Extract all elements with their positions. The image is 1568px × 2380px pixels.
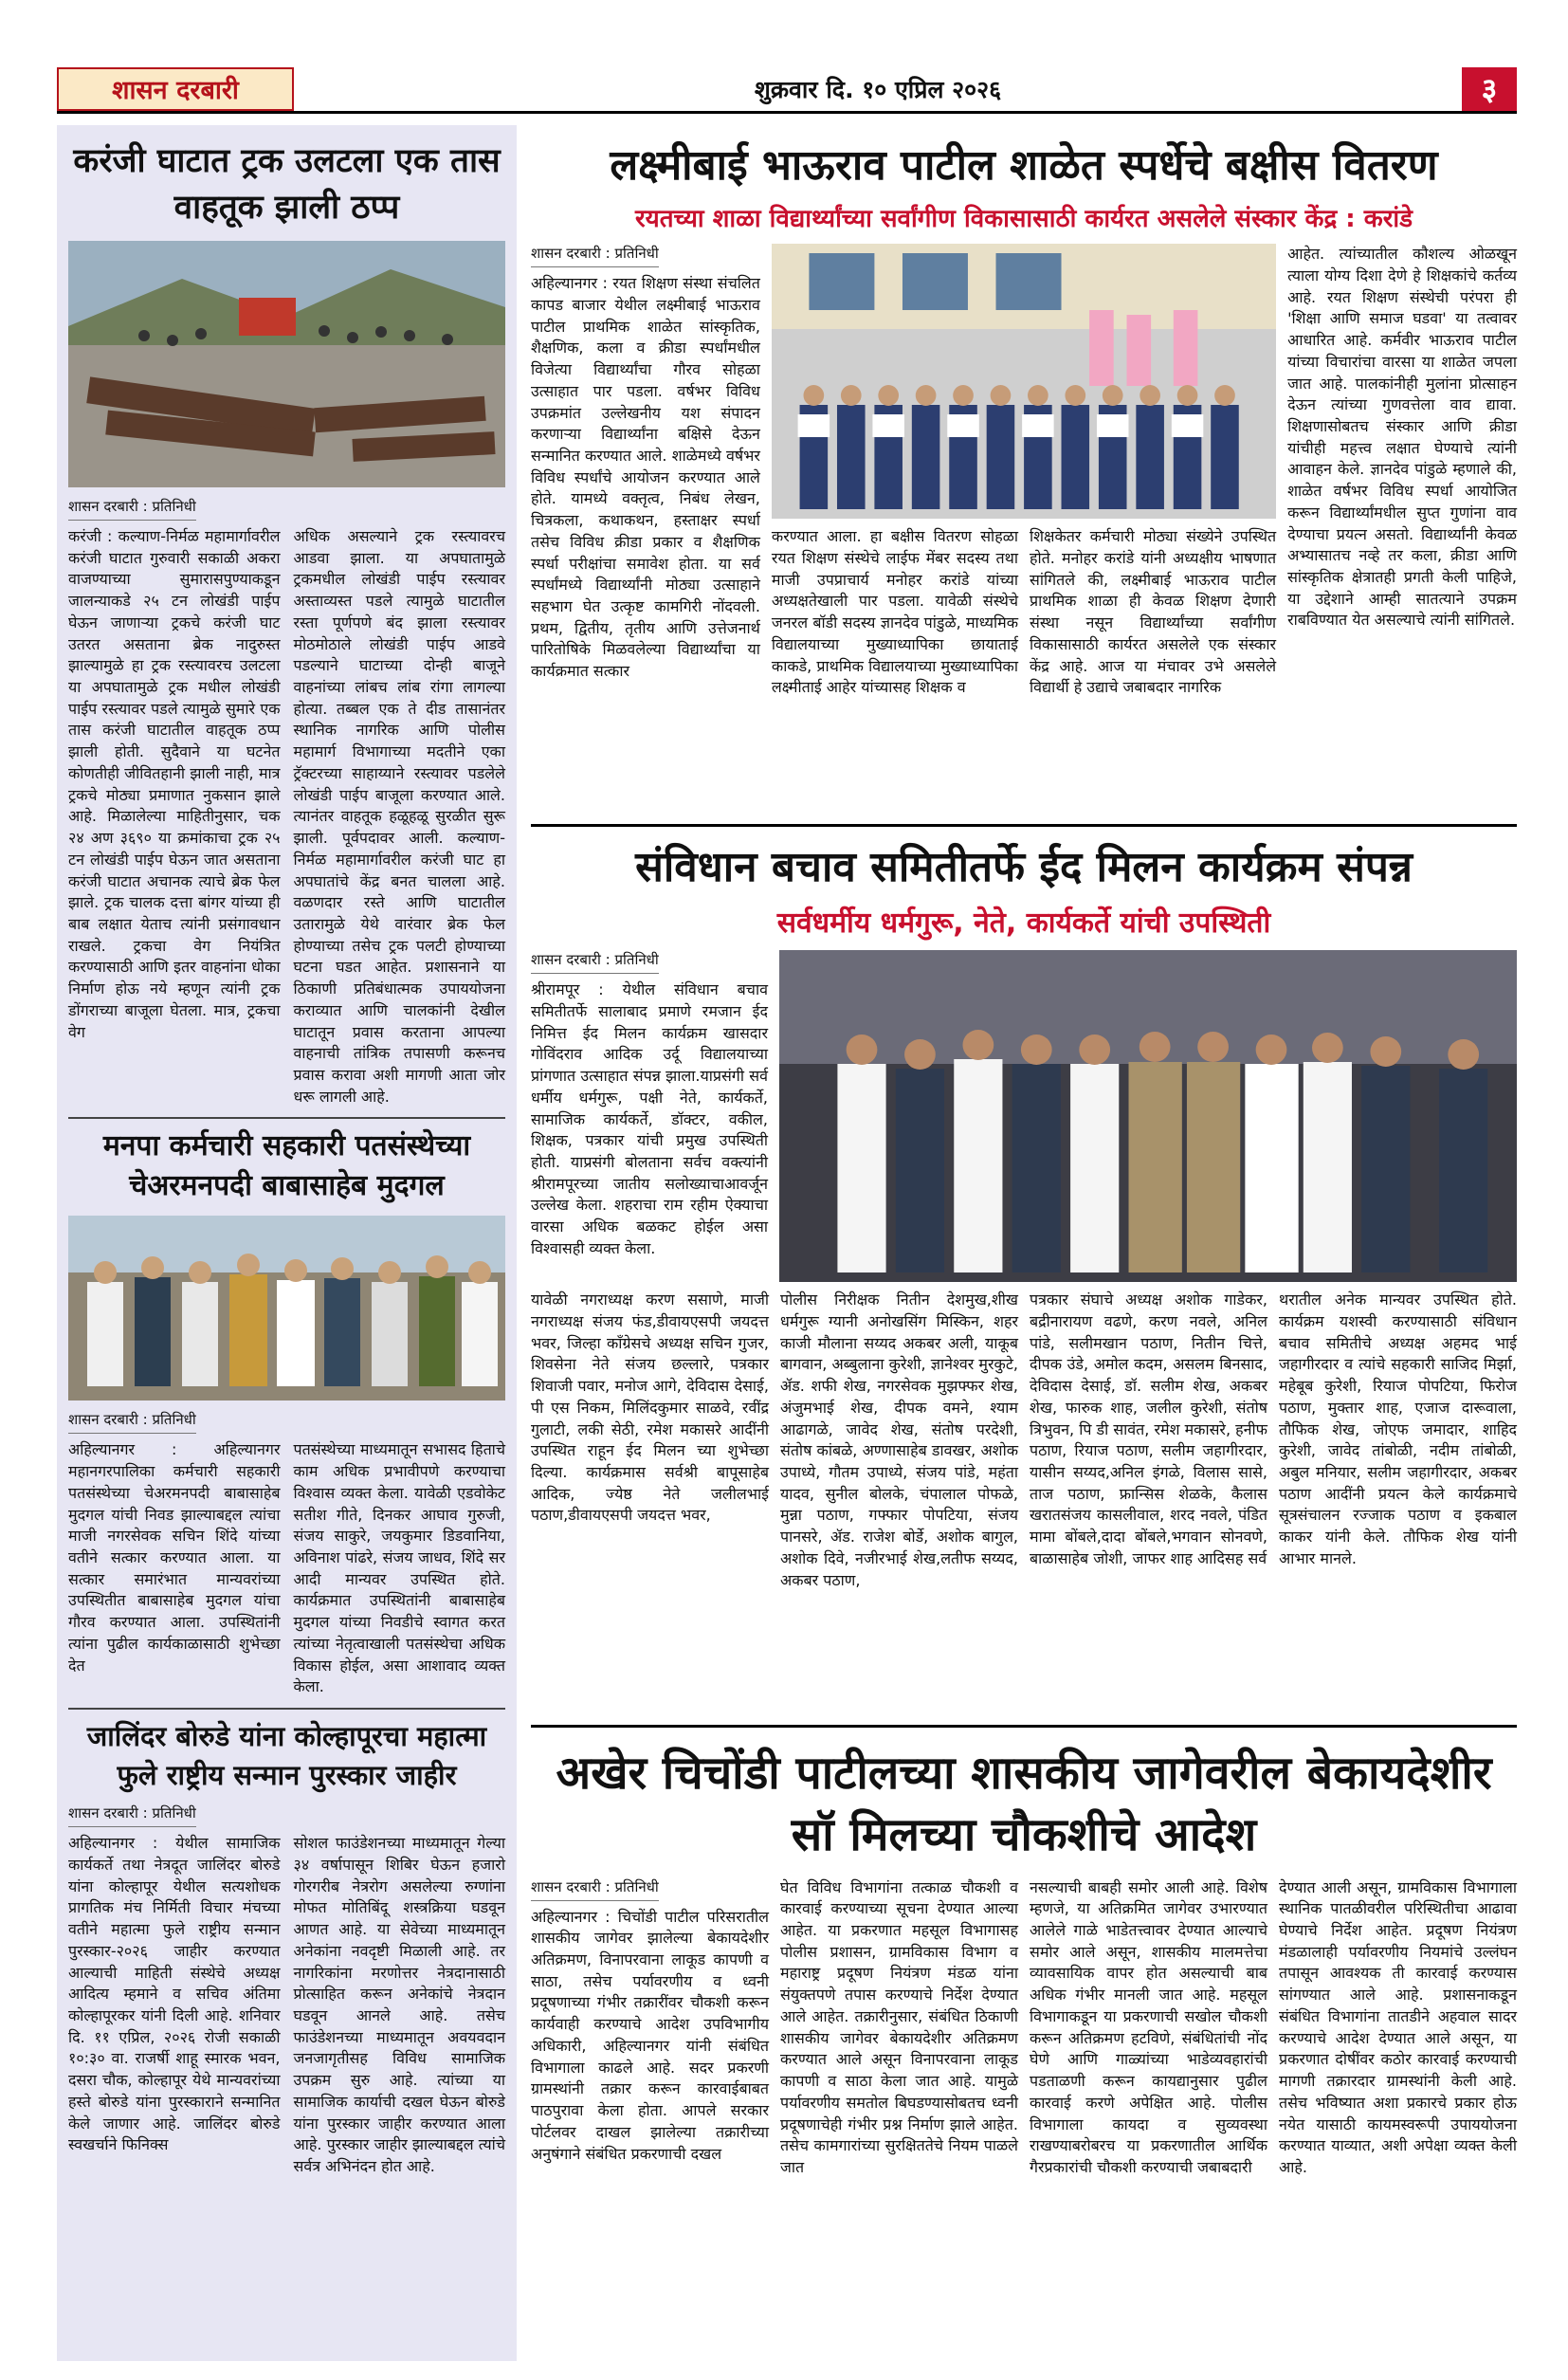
- article-headline: लक्ष्मीबाई भाऊराव पाटील शाळेत स्पर्धेचे बक्षीस वितरण: [610, 141, 1438, 190]
- article-body-col1: अहिल्यानगर : अहिल्यानगर महानगरपालिका कर्मचारी सहकारी पतसंस्थेच्या चेअरमनपदी बाबासाहेब मुदगल यांची निवड झाल्याबद्दल त्यांचा माजी नगरसेवक सचिन शिंदे यांच्या वतीने सत्कार करण्यात आला. या सत्कार समारंभात मान्यवरांच्या उपस्थितीत बाबासाहेब मुदगल यांचा गौरव करण्यात आला. उपस्थितांनी त्यांना पुढील कार्यकाळासाठी शुभेच्छा देत: [68, 1440, 281, 1675]
- logo-text: शासन दरबारी: [112, 76, 239, 105]
- article-body-col1: अहिल्यानगर : चिचोंडी पाटील परिसरातील शासकीय जागेवर झालेल्या बेकायदेशीर अतिक्रमण, विनापरवाना लाकूड कापणी व साठा, तसेच पर्यावरणीय व ध्वनी प्रदूषणाच्या गंभीर तक्रारींवर चौकशी करून कार्यवाही करण्याचे आदेश उपविभागीय अधिकारी, अहिल्यानगर यांनी संबंधित विभागाला काढले आहे. सदर प्रकरणी ग्रामस्थांनी तक्रार करून कारवाईबाबत पाठपुरावा केला होता. आपले सरकार पोर्टलवर दाखल झालेल्या तक्रारीच्या अनुषंगाने संबंधित प्रकरणाची दखल: [531, 1907, 769, 2163]
- truck-accident-photo: [68, 241, 505, 487]
- article-eid: [531, 827, 1517, 1728]
- truck-accident-image: [68, 241, 505, 487]
- article-byline: शासन दरबारी : प्रतिनिधी: [68, 1803, 196, 1827]
- article-body-col4: आहेत. त्यांच्यातील कौशल्य ओळखून त्याला योग्य दिशा देणे हे शिक्षकांचे कर्तव्य आहे. रयत शिक्षण संस्थेची परंपरा ही 'शिक्षा आणि समाज घडवा' या तत्वावर आधारित आहे. कर्मवीर भाऊराव पाटील यांच्या विचारांचा वारसा या शाळेत जपला जात आहे. पालकांनीही मुलांना प्रोत्साहन देऊन त्यांच्या गुणवत्तेला वाव द्यावा. शिक्षणासोबतच संस्कार आणि क्रीडा यांचीही महत्त्व लक्षात घेण्याचे त्यांनी आवाहन केले. ज्ञानदेव पांडुळे म्हणाले की, शाळेत वर्षभर विविध स्पर्धा आयोजित करून विद्यार्थ्यांमधील सुप्त गुणांना वाव देण्याचा प्रयत्न असतो. विद्यार्थ्यांनी केवळ अभ्यासातच नव्हे तर कला, क्रीडा आणि सांस्कृतिक क्षेत्रातही प्रगती केली पाहिजे, या उद्देशाने आम्ही सातत्याने उपक्रम राबविण्यात येत असल्याचे त्यांनी सांगितले.: [1287, 245, 1517, 630]
- article-headline: अखेर चिचोंडी पाटीलच्या शासकीय जागेवरील बेकायदेशीर सॉ मिलच्या चौकशीचे आदेश: [556, 1747, 1492, 1861]
- article-body-col2: अधिक असल्याने ट्रक रस्त्यावरच आडवा झाला. या अपघातामुळे ट्रकमधील लोखंडी पाईप रस्त्यावर अस्ताव्यस्त पडले त्यामुळे घाटातील रस्ता पूर्णपणे बंद झाला रस्त्यावर मोठमोठाले लोखंडी पाईप आडवे पडल्याने घाटाच्या दोन्ही बाजूने वाहनांच्या लांबच लांब रांगा लागल्या होत्या. तब्बल एक ते दीड तासानंतर स्थानिक नागरिक आणि पोलीस महामार्ग विभागाच्या मदतीने एका ट्रॅक्टरच्या साहाय्याने रस्त्यावर पडलेले लोखंडी पाईप बाजूला करण्यात आले. त्यानंतर वाहतूक हळूहळू सुरळीत सुरू झाली. पूर्वपदावर आली. कल्याण-निर्मळ महामार्गावरील करंजी घाट हा अपघातांचे केंद्र बनत चालला आहे. वळणदार रस्ते आणि घाटातील उतारामुळे येथे वारंवार ब्रेक फेल होण्याच्या तसेच ट्रक पलटी होण्याच्या घटना घडत आहेत. प्रशासनाने या ठिकाणी प्रतिबंधात्मक उपाययोजना कराव्यात आणि चालकांनी देखील घाटातून प्रवास करताना आपल्या वाहनाची तांत्रिक तपासणी करूनच प्रवास करावा अशी मागणी आता जोर धरू लागली आहे.: [293, 527, 505, 1106]
- article-headline: करंजी घाटात ट्रक उलटला एक तास वाहतूक झाली ठप्प: [73, 142, 501, 227]
- prize-distribution-photo: [772, 244, 1276, 519]
- article-headline: जालिंदर बोरुडे यांना कोल्हापूरचा महात्मा फुले राष्ट्रीय सन्मान पुरस्कार जाहीर: [86, 1720, 487, 1791]
- article-body-col4: देण्यात आली असून, ग्रामविकास विभागाला स्थानिक पातळीवरील परिस्थितीचा आढावा घेण्याचे निर्देश आहेत. प्रदूषण नियंत्रण मंडळालाही पर्यावरणीय नियमांचे उल्लंघन तपासून आवश्यक ती कारवाई करण्यास सांगण्यात आले आहे. प्रशासनाकडून संबंधित विभागांना तातडीने अहवाल सादर करण्याचे आदेश देण्यात आले असून, या प्रकरणात दोषींवर कठोर कारवाई करण्याची मागणी तक्रारदार ग्रामस्थांनी केली आहे. तसेच भविष्यात अशा प्रकारचे प्रकार होऊ नयेत यासाठी कायमस्वरूपी उपाययोजना करण्यात याव्यात, अशी अपेक्षा व्यक्त केली आहे.: [1279, 1877, 1517, 2176]
- article-body-col1: अहिल्यानगर : येथील सामाजिक कार्यकर्ते तथा नेत्रदूत जालिंदर बोरुडे यांना कोल्हापूर येथील सत्यशोधक प्रागतिक मंच निर्मिती विचार मंचच्या वतीने महात्मा फुले राष्ट्रीय सन्मान पुरस्कार-२०२६ जाहीर करण्यात आल्याची माहिती संस्थेचे अध्यक्ष आदित्य म्हमाने व सचिव अंतिमा कोल्हापूरकर यांनी दिली आहे. शनिवार दि. ११ एप्रिल, २०२६ रोजी सकाळी १०:३० वा. राजर्षी शाहू स्मारक भवन, दसरा चौक, कोल्हापूर येथे मान्यवरांच्या हस्ते बोरुडे यांना पुरस्काराने सन्मानित केले जाणार आहे. जालिंदर बोरुडे स्वखर्चाने फिनिक्स: [68, 1834, 281, 2154]
- article-byline: शासन दरबारी : प्रतिनिधी: [531, 950, 659, 974]
- article-body-col1: अहिल्यानगर : रयत शिक्षण संस्था संचलित कापड बाजार येथील लक्ष्मीबाई भाऊराव पाटील प्राथमिक शाळेत सांस्कृतिक, शैक्षणिक, कला व क्रीडा स्पर्धांमधील विजेत्या विद्यार्थ्यांचा गौरव सोहळा उत्साहात पार पडला. वर्षभर विविध उपक्रमांत उल्लेखनीय यश संपादन करणाऱ्या विद्यार्थ्यांना बक्षिसे देऊन सन्मानित करण्यात आले. शाळेमध्ये वर्षभर विविध स्पर्धांचे आयोजन करण्यात आले होते. यामध्ये वक्तृत्व, निबंध लेखन, चित्रकला, कथाकथन, हस्ताक्षर स्पर्धा तसेच विविध क्रीडा प्रकार व शैक्षणिक स्पर्धा परीक्षांचा समावेश होता. या सर्व स्पर्धांमध्ये विद्यार्थ्यांनी मोठ्या उत्साहाने सहभाग घेत उत्कृष्ट कामगिरी नोंदवली. प्रथम, द्वितीय, तृतीय आणि उत्तेजनार्थ पारितोषिके मिळवलेल्या विद्यार्थ्यांचा या कार्यक्रमात सत्कार: [531, 274, 760, 681]
- section-divider: [68, 1117, 505, 1119]
- article-byline: शासन दरबारी : प्रतिनिधी: [68, 1410, 196, 1434]
- felicitation-image: [68, 1216, 505, 1401]
- eid-milan-photo: [779, 950, 1517, 1282]
- article-patsanstha: [68, 1126, 505, 1698]
- article-body-col1: करंजी : कल्याण-निर्मळ महामार्गावरील करंजी घाटात गुरुवारी सकाळी अकरा वाजण्याच्या सुमारासपुण्याकडून जालन्याकडे २५ टन लोखंडी पाईप घेऊन जाणाऱ्या ट्रकचे करंजी घाट उतरत असताना ब्रेक नादुरुस्त झाल्यामुळे हा ट्रक रस्त्यावरच उलटला या अपघातामुळे ट्रक मधील लोखंडी पाईप रस्त्यावर पडले त्यामुळे सुमारे एक तास करंजी घाटातील वाहतूक ठप्प झाली होती. सुदैवाने या घटनेत कोणतीही जीवितहानी झाली नाही, मात्र ट्रकचे मोठ्या प्रमाणात नुकसान झाले आहे. मिळालेल्या माहितीनुसार, चक २४ अण ३६९० या क्रमांकाचा ट्रक २५ टन लोखंडी पाईप घेऊन जात असताना करंजी घाटात अचानक त्याचे ब्रेक फेल झाले. ट्रक चालक दत्ता बांगर यांच्या ही बाब लक्षात येताच त्यांनी प्रसंगावधान राखले. ट्रकचा वेग नियंत्रित करण्यासाठी आणि इतर वाहनांना धोका निर्माण होऊ नये म्हणून त्यांनी ट्रक डोंगराच्या बाजूला घेतला. मात्र, ट्रकचा वेग: [68, 527, 281, 1041]
- page-number: ३: [1462, 67, 1517, 111]
- main-area: [531, 125, 1517, 2361]
- article-sawmill: [531, 1728, 1517, 2179]
- article-subheadline: रयतच्या शाळा विद्यार्थ्यांच्या सर्वांगीण विकासासाठी कार्यरत असलेले संस्कार केंद्र : करांडे: [635, 205, 1413, 234]
- masthead: [57, 66, 1517, 114]
- article-body-col2: सोशल फाउंडेशनच्या माध्यमातून गेल्या ३४ वर्षापासून शिबिर घेऊन हजारो गोरगरीब नेत्ररोग असलेल्या रुग्णांना मोफत मोतिबिंदू शस्त्रक्रिया घडवून आणत आहे. या सेवेच्या माध्यमातून अनेकांना नवदृष्टी मिळाली आहे. तर नागरिकांना मरणोत्तर नेत्रदानासाठी प्रोत्साहित करून अनेकांचे नेत्रदान घडवून आनले आहे. तसेच फाउंडेशनच्या माध्यमातून अवयवदान जनजागृतीसह विविध सामाजिक उपक्रम सुरु आहे. त्यांच्या या सामाजिक कार्याची दखल घेऊन बोरुडे यांना पुरस्कार जाहीर करण्यात आला आहे. पुरस्कार जाहीर झाल्याबद्दल त्यांचे सर्वत्र अभिनंदन होत आहे.: [293, 1834, 505, 2175]
- article-body-col3: पत्रकार संघाचे अध्यक्ष अशोक गाडेकर, बद्रीनारायण वढणे, करण नवले, अनिल पांडे, सलीमखान पठाण, नितीन चित्ते, दीपक उंडे, अमोल कदम, असलम बिनसाद, देविदास देसाई, डॉ. सलीम शेख, अकबर शेख, फारुक शाह, जलील कुरेशी, संतोष त्रिभुवन, पि डी सावंत, रमेश मकासरे, हनीफ पठाण, रियाज पठाण, सलीम जहागीरदार, यासीन सय्यद,अनिल इंगळे, विलास सासे, ताज पठाण, फ्रान्सिस शेळके, कैलास खरातसंजय कासलीवाल, शरद नवले, पंडित मामा बोंबले,दादा बोंबले,भगवान सोनवणे, बाळासाहेब जोशी, जाफर शाह आदिसह सर्व: [1030, 1291, 1267, 1567]
- article-body-col4: थरातील अनेक मान्यवर उपस्थित होते. कार्यक्रम यशस्वी करण्यासाठी संविधान बचाव समितीचे अध्यक्ष अहमद भाई जहागीरदार व त्यांचे सहकारी साजिद मिर्झा, महेबूब कुरेशी, रियाज पोपटिया, फिरोज पठाण, मुक्तार शाह, एजाज दारूवाला, तौफिक शेख, जोएफ जमादार, शाहिद कुरेशी, जावेद तांबोळी, नदीम तांबोळी, अबुल मनियार, सलीम जहागीरदार, अकबर पठाण आदींनी प्रयत्न केले कार्यक्रमाचे सूत्रसंचालन रज्जाक पठाण व इकबाल काकर यांनी केले. तौफिक शेख यांनी आभार मानले.: [1279, 1291, 1517, 1567]
- article-headline: संविधान बचाव समितीतर्फे ईद मिलन कार्यक्रम संपन्न: [635, 843, 1413, 891]
- article-body-col2: पोलीस निरीक्षक नितीन देशमुख,शीख धर्मगुरू ग्यानी अनोखसिंग मिस्किन, शहर काजी मौलाना सय्यद अकबर अली, याकूब बागवान, अब्बुलाना कुरेशी, ज्ञानेश्वर मुरकुटे, ॲड. शफी शेख, नगरसेवक मुझफ्फर शेख, अंजुमभाई शेख, दीपक वमने, श्याम आढागळे, जावेद शेख, संतोष परदेशी, संतोष कांबळे, अण्णासाहेब डावखर, अशोक उपाध्ये, गौतम उपाध्ये, संजय पांडे, महंता यादव, सुनील बोलके, चंपालाल पोफळे, मुन्ना पठाण, गफ्फार पोपटिया, संजय पानसरे, ॲड. राजेश बोर्डे, अशोक बागुल, अशोक दिवे, नजीरभाई शेख,लतीफ सय्यद, अकबर पठाण,: [780, 1291, 1018, 1589]
- left-sidebar: [57, 125, 517, 2361]
- article-truck: [68, 138, 505, 1108]
- felicitation-photo: [68, 1216, 505, 1401]
- article-headline: मनपा कर्मचारी सहकारी पतसंस्थेच्या चेअरमनपदी बाबासाहेब मुदगल: [102, 1129, 471, 1203]
- article-award: [68, 1717, 505, 2178]
- students-group-image: [772, 244, 1276, 519]
- article-body-col2: घेत विविध विभागांना तत्काळ चौकशी व कारवाई करण्याच्या सूचना देण्यात आल्या आहेत. या प्रकरणात महसूल विभागासह पोलीस प्रशासन, ग्रामविकास विभाग व महाराष्ट्र प्रदूषण नियंत्रण मंडळ यांना संयुक्तपणे तपास करण्याचे निर्देश देण्यात आले आहेत. तक्रारीनुसार, संबंधित ठिकाणी शासकीय जागेवर बेकायदेशीर अतिक्रमण करण्यात आले असून विनापरवाना लाकूड कापणी व साठा केला जात आहे. यामुळे पर्यावरणीय समतोल बिघडण्यासोबतच ध्वनी प्रदूषणाचेही गंभीर प्रश्न निर्माण झाले आहेत. तसेच कामगारांच्या सुरक्षिततेचे नियम पाळले जात: [780, 1877, 1018, 2176]
- issue-date: शुक्रवार दि. १० एप्रिल २०२६: [754, 75, 1002, 103]
- article-body-col3: नसल्याची बाबही समोर आली आहे. विशेष म्हणजे, या अतिक्रमित जागेवर उभारण्यात आलेले गाळे भाडेतत्त्वावर देण्यात आल्याचे समोर आले असून, शासकीय मालमत्तेचा व्यावसायिक वापर होत असल्याची बाब अधिक गंभीर मानली जात आहे. महसूल विभागाकडून या प्रकरणाची सखोल चौकशी करून अतिक्रमण हटविणे, संबंधितांची नोंद घेणे आणि गाळ्यांच्या भाडेव्यवहारांची पडताळणी करून कायद्यानुसार पुढील कारवाई करणे अपेक्षित आहे. पोलीस विभागाला कायदा व सुव्यवस्था राखण्याबरोबरच या प्रकरणातील आर्थिक गैरप्रकारांची चौकशी करण्याची जबाबदारी: [1030, 1877, 1267, 2176]
- section-divider: [68, 1708, 505, 1710]
- article-body-col3: शिक्षकेतर कर्मचारी मोठ्या संख्येने उपस्थित होते. मनोहर करांडे यांनी अध्यक्षीय भाषणात सांगितले की, लक्ष्मीबाई भाऊराव पाटील प्राथमिक शाळा ही केवळ शिक्षण देणारी संस्था नसून विद्यार्थ्यांच्या सर्वांगीण विकासासाठी कार्यरत असलेले एक संस्कार केंद्र आहे. आज या मंचावर उभे असलेले विद्यार्थी हे उद्याचे जबाबदार नागरिक: [1030, 527, 1277, 697]
- article-byline: शासन दरबारी : प्रतिनिधी: [531, 244, 659, 267]
- article-byline: शासन दरबारी : प्रतिनिधी: [68, 497, 196, 521]
- article-body-col2: पतसंस्थेच्या माध्यमातून सभासद हिताचे काम अधिक प्रभावीपणे करण्याचा विश्वास व्यक्त केला. यावेळी एडवोकेट सतीश गीते, दिनकर आघाव गुरुजी, संजय साकुरे, जयकुमार डिडवानिया, अविनाश पांढरे, संजय जाधव, शिंदे सर आदी मान्यवर उपस्थित होते. कार्यक्रमात उपस्थितांनी बाबासाहेब मुदगल यांच्या निवडीचे स्वागत करत त्यांच्या नेतृत्वाखाली पतसंस्थेचा अधिक विकास होईल, असा आशावाद व्यक्त केला.: [293, 1440, 505, 1696]
- eid-gathering-image: [779, 950, 1517, 1282]
- article-byline: शासन दरबारी : प्रतिनिधी: [531, 1877, 659, 1901]
- article-intro: श्रीरामपूर : येथील संविधान बचाव समितीतर्फे सालाबाद प्रमाणे रमजान ईद निमित्त ईद मिलन कार्यक्रम खासदार गोविंदराव आदिक उर्दू विद्यालयाच्या प्रांगणात उत्साहात संपन्न झाला.याप्रसंगी सर्व धर्मीय धर्मगुरू, पक्षी नेते, कार्यकर्ते, सामाजिक कार्यकर्ते, डॉक्टर, वकील, शिक्षक, पत्रकार यांची प्रमुख उपस्थिती होती. याप्रसंगी बोलताना सर्वच वक्त्यांनी श्रीरामपूरच्या जातीय सलोख्याचाआवर्जून उल्लेख केला. शहराचा राम रहीम ऐक्याचा वारसा अधिक बळकट होईल असा विश्वासही व्यक्त केला.: [531, 980, 768, 1257]
- newspaper-logo: [57, 67, 294, 111]
- article-school: [531, 125, 1517, 827]
- article-subheadline: सर्वधर्मीय धर्मगुरू, नेते, कार्यकर्ते यांची उपस्थिती: [776, 906, 1271, 941]
- article-body-col2: करण्यात आला. हा बक्षीस वितरण सोहळा रयत शिक्षण संस्थेचे लाईफ मेंबर सदस्य तथा माजी उपप्राचार्य मनोहर करांडे यांच्या अध्यक्षतेखाली पार पडला. यावेळी संस्थेचे जनरल बॉडी सदस्य ज्ञानदेव पांडुळे, माध्यमिक विद्यालयाच्या मुख्याध्यापिका छायाताई काकडे, प्राथमिक विद्यालयाच्या मुख्याध्यापिका लक्ष्मीताई आहेर यांच्यासह शिक्षक व: [771, 527, 1018, 697]
- article-body-col1: यावेळी नगराध्यक्ष करण ससाणे, माजी नगराध्यक्ष संजय फंड,डीवायएसपी जयदत्त भवर, जिल्हा काँग्रेसचे अध्यक्ष सचिन गुजर, शिवसेना नेते संजय छल्लारे, पत्रकार शिवाजी पवार, मनोज आगे, देविदास देसाई, पी एस निकम, मिलिंदकुमार साळवे, रवींद्र गुलाटी, लकी सेठी, रमेश मकासरे आदींनी उपस्थित राहून ईद मिलन च्या शुभेच्छा दिल्या. कार्यक्रमास सर्वश्री बापूसाहेब आदिक, ज्येष्ठ नेते जलीलभाई पठाण,डीवायएसपी जयदत्त भवर,: [531, 1291, 769, 1525]
